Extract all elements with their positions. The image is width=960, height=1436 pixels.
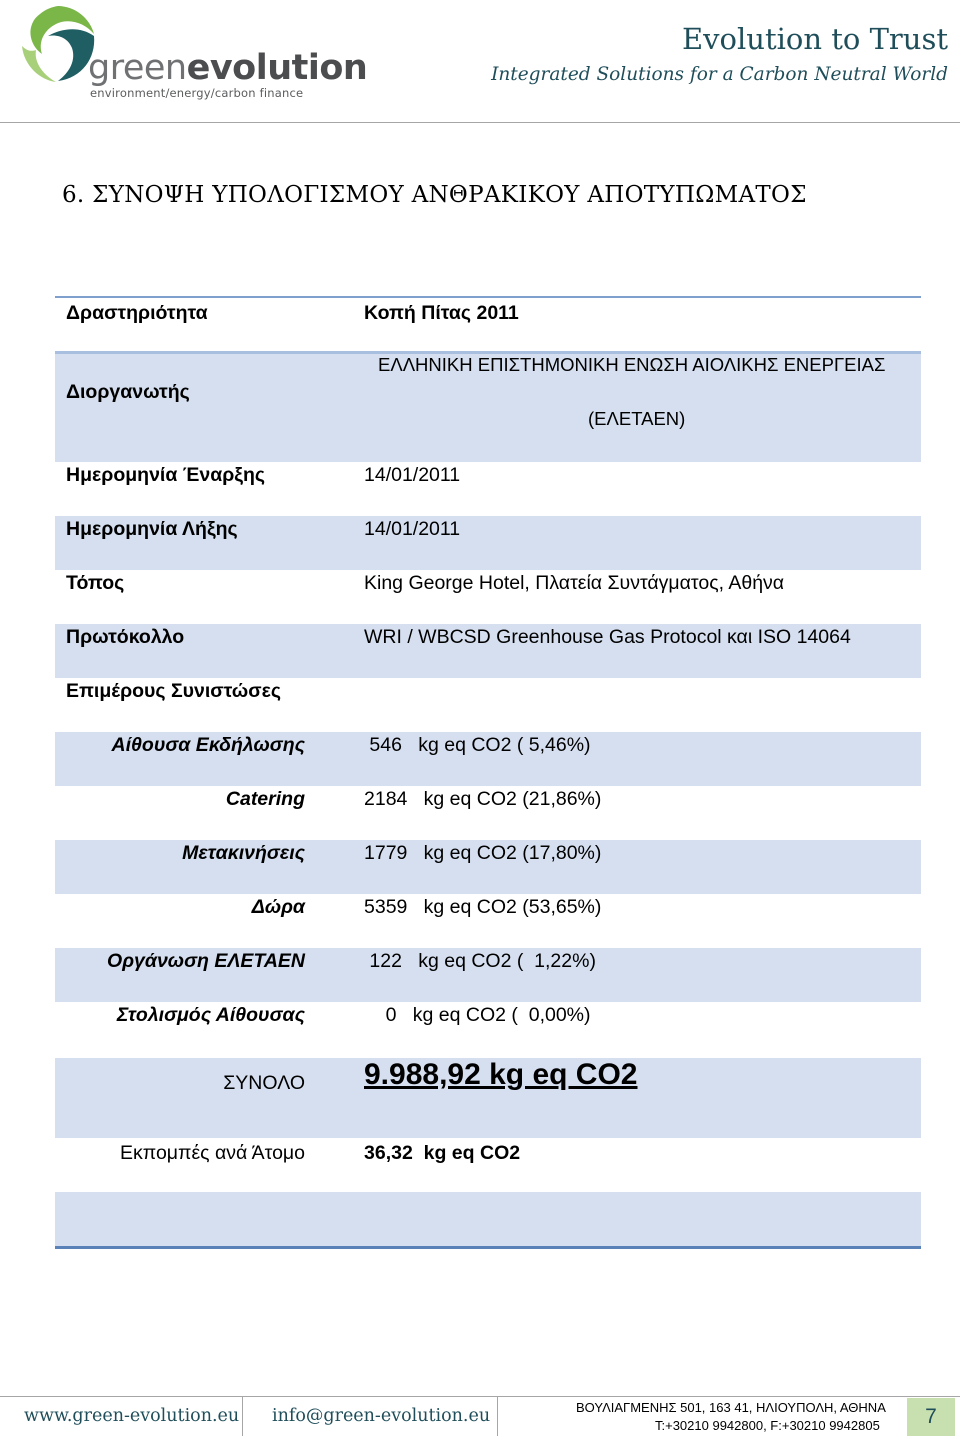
protocol-value: WRI / WBCSD Greenhouse Gas Protocol και ISO 14064 [364, 626, 851, 648]
section-title: 6. ΣΥΝΟΨΗ ΥΠΟΛΟΓΙΣΜΟΥ ΑΝΘΡΑΚΙΚΟΥ ΑΠΟΤΥΠΩΜΑΤΟΣ [62, 182, 807, 208]
protocol-label: Πρωτόκολλο [66, 626, 185, 648]
row-protocol [55, 624, 921, 678]
table-bottom-rule [55, 1246, 921, 1249]
header-divider [0, 122, 960, 123]
place-value: King George Hotel, Πλατεία Συντάγματος, Αθήνα [364, 572, 785, 594]
component-label: Δώρα [251, 896, 305, 918]
logo-swirl-icon [18, 4, 98, 84]
component-row [55, 840, 921, 894]
row-organizer [55, 354, 921, 462]
row-start-date [55, 462, 921, 516]
component-label: Οργάνωση ΕΛΕΤΑΕΝ [107, 950, 305, 972]
total-label: ΣΥΝΟΛΟ [223, 1072, 305, 1094]
row-end-date [55, 516, 921, 570]
row-place [55, 570, 921, 624]
component-value: 2184 kg eq CO2 (21,86%) [364, 788, 602, 810]
row-total [55, 1058, 921, 1138]
component-label: Στολισμός Αίθουσας [116, 1004, 305, 1026]
component-value: 546 kg eq CO2 ( 5,46%) [364, 734, 591, 756]
footer-phones: T:+30210 9942800, F:+30210 9942805 [655, 1418, 880, 1433]
start-date-value: 14/01/2011 [364, 464, 461, 486]
component-row [55, 948, 921, 1002]
component-row [55, 786, 921, 840]
footer-address-line: ΒΟΥΛΙΑΓΜΕΝΗΣ 501, 163 41, ΗΛΙΟΥΠΟΛΗ, ΑΘΗΝΑ [576, 1400, 886, 1415]
per-person-value: 36,32 kg eq CO2 [364, 1142, 521, 1164]
organizer-label: Διοργανωτής [66, 381, 190, 403]
footer-separator [242, 1396, 243, 1436]
activity-label: Δραστηριότητα [66, 302, 208, 324]
header-title: Evolution to Trust [682, 22, 948, 56]
logo-tagline: environment/energy/carbon finance [90, 86, 304, 100]
header-subtitle: Integrated Solutions for a Carbon Neutral World [491, 64, 948, 85]
footer-email-link[interactable]: info@green-evolution.eu [272, 1406, 491, 1426]
component-row [55, 732, 921, 786]
page-number: 7 [907, 1398, 955, 1436]
component-value: 5359 kg eq CO2 (53,65%) [364, 896, 602, 918]
row-activity [55, 298, 921, 352]
footer-separator [497, 1396, 498, 1436]
component-label: Αίθουσα Εκδήλωσης [111, 734, 305, 756]
organizer-value-line1: ΕΛΛΗΝΙΚΗ ΕΠΙΣΤΗΜΟΝΙΚΗ ΕΝΩΣΗ ΑΙΟΛΙΚΗΣ ΕΝΕΡΓΕΙΑΣ [378, 354, 886, 375]
start-date-label: Ημερομηνία Έναρξης [66, 464, 266, 486]
total-value: 9.988,92 kg eq CO2 [364, 1058, 638, 1091]
component-row [55, 1002, 921, 1056]
organizer-value-line2: (ΕΛΕΤΑΕΝ) [588, 408, 686, 429]
component-value: 0 kg eq CO2 ( 0,00%) [364, 1004, 591, 1026]
logo-word-evolution: evolution [186, 48, 368, 88]
page-footer [0, 1396, 960, 1436]
component-value: 1779 kg eq CO2 (17,80%) [364, 842, 602, 864]
footer-website-link[interactable]: www.green-evolution.eu [24, 1406, 240, 1426]
component-value: 122 kg eq CO2 ( 1,22%) [364, 950, 596, 972]
end-date-value: 14/01/2011 [364, 518, 461, 540]
row-per-person [55, 1138, 921, 1192]
row-empty [55, 1192, 921, 1246]
page-header [0, 0, 960, 124]
per-person-label: Εκπομπές ανά Άτομο [120, 1142, 305, 1164]
logo-word-green: green [88, 48, 187, 88]
component-label: Μετακινήσεις [182, 842, 305, 864]
components-label: Επιμέρους Συνιστώσες [66, 680, 281, 702]
component-row [55, 894, 921, 948]
end-date-label: Ημερομηνία Λήξης [66, 518, 238, 540]
footer-divider [0, 1396, 960, 1397]
place-label: Τόπος [66, 572, 125, 594]
component-label: Catering [225, 788, 305, 810]
greenevolution-logo [18, 4, 368, 104]
row-components-heading [55, 678, 921, 732]
footer-address [500, 1399, 960, 1435]
activity-value: Κοπή Πίτας 2011 [364, 302, 519, 324]
